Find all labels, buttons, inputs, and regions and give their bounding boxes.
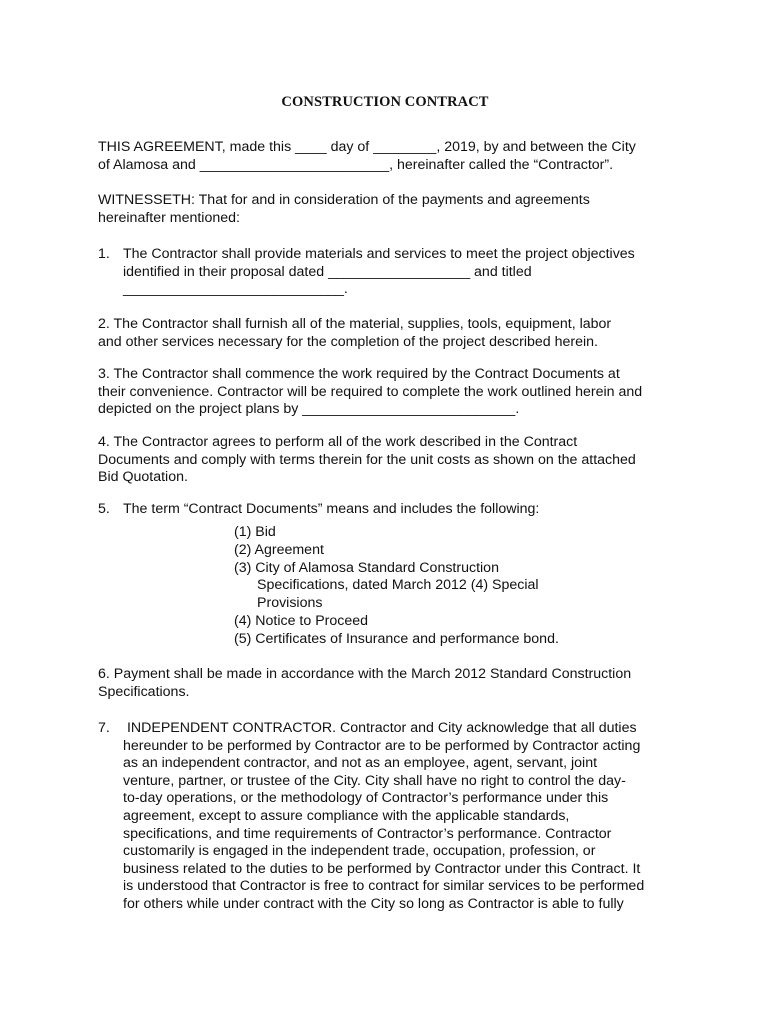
clause-line: is understood that Contractor is free to contract for similar services to be performed [123,878,645,895]
clause-number: 7. [98,720,110,736]
clause-line: customarily is engaged in the independent trade, occupation, profession, or [123,843,596,860]
clause-6 [98,666,688,701]
clause-number: 5. [98,501,110,517]
clause-line: Specifications. [98,683,190,700]
list-item-continuation: Provisions [257,595,323,612]
list-item: (5) Certificates of Insurance and performance bond. [234,630,559,647]
clause-line: ____________________________. [123,281,348,298]
clause-line: identified in their proposal dated __________________ and titled [123,263,532,280]
clause-4 [98,434,688,487]
clause-line: Bid Quotation. [98,469,188,486]
agreement-paragraph [98,139,688,174]
clause-line: The Contractor shall provide materials and services to meet the project objectives [123,246,635,262]
list-item: (4) Notice to Proceed [234,612,369,629]
clause-line: The term “Contract Documents” means and includes the following: [123,501,540,517]
list-item-continuation: Specifications, dated March 2012 (4) Special [257,577,539,594]
clause-line: hereunder to be performed by Contractor are to be performed by Contractor acting [123,737,641,754]
clause-line: 3. The Contractor shall commence the work required by the Contract Documents at [98,366,620,382]
clause-line: agreement, except to assure compliance with the applicable standards, [123,807,570,824]
agreement-line: of Alamosa and ________________________, hereinafter called the “Contractor”. [98,156,614,173]
clause-line: their convenience. Contractor will be required to complete the work outlined herein and [98,383,643,400]
witnesseth-line: hereinafter mentioned: [98,209,240,226]
clause-line: specifications, and time requirements of Contractor’s performance. Contractor [123,825,612,842]
clause-line: as an independent contractor, and not as an employee, agent, servant, joint [123,755,598,772]
clause-line: depicted on the project plans by ___________________________. [98,401,520,418]
clause-line: business related to the duties to be performed by Contractor under this Contract. It [123,860,641,877]
clause-1 [98,246,688,299]
clause-2 [98,316,688,351]
clause-line: 4. The Contractor agrees to perform all of the work described in the Contract [98,434,578,450]
clause-line: INDEPENDENT CONTRACTOR. Contractor and City acknowledge that all duties [123,720,637,736]
list-item: (2) Agreement [234,541,324,558]
clause-line: 6. Payment shall be made in accordance with the March 2012 Standard Construction [98,666,632,682]
clause-line: 2. The Contractor shall furnish all of the material, supplies, tools, equipment, labor [98,316,612,332]
witnesseth-line: WITNESSETH: That for and in consideration of the payments and agreements [98,192,590,208]
clause-3 [98,366,688,419]
clause-line: Documents and comply with terms therein for the unit costs as shown on the attached [98,451,636,468]
document-title: CONSTRUCTION CONTRACT [281,94,489,110]
contract-documents-list [234,524,559,649]
witnesseth-paragraph [98,192,688,227]
clause-line: for others while under contract with the City so long as Contractor is able to fully [123,895,624,912]
clause-number: 1. [98,246,110,262]
clause-5 [98,501,688,519]
list-item: (3) City of Alamosa Standard Construction [234,559,499,576]
clause-7 [98,720,688,914]
clause-line: and other services necessary for the completion of the project described herein. [98,333,598,350]
clause-line: to-day operations, or the methodology of Contractor’s performance under this [123,790,609,807]
clause-line: venture, partner, or trustee of the City. City shall have no right to control the day- [123,772,626,789]
list-item: (1) Bid [234,524,276,540]
agreement-line: THIS AGREEMENT, made this ____ day of ________, 2019, by and between the City [98,139,636,155]
